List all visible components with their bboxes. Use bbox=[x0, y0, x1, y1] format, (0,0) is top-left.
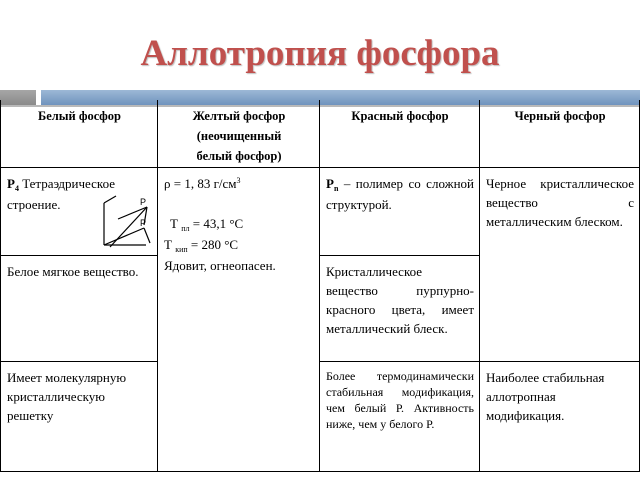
black-stability-text: Наиболее стабильная аллотропная модификация. bbox=[486, 370, 605, 423]
tetrahedron-molecule-diagram bbox=[98, 195, 156, 255]
cell-red-structure bbox=[320, 172, 479, 214]
header-red-phosphorus bbox=[320, 104, 479, 126]
white-structure-text: Тетраэдрическое строение. bbox=[7, 176, 115, 212]
table-border bbox=[0, 255, 157, 256]
cell-red-stability bbox=[320, 366, 479, 432]
cell-yellow-properties bbox=[158, 172, 319, 275]
white-formula: $P_4$ bbox=[7, 176, 19, 193]
molecule-atom-label: P bbox=[140, 218, 147, 228]
header-yellow-line1: Желтый фосфор bbox=[192, 109, 286, 123]
cell-black-stability bbox=[480, 366, 639, 425]
yellow-boiling-point: Т $_{кип}$ = 280 °С bbox=[164, 237, 239, 254]
table-border bbox=[319, 255, 479, 256]
header-black-phosphorus bbox=[480, 104, 639, 126]
header-yellow-line3: белый фосфор) bbox=[196, 149, 282, 163]
table-border bbox=[0, 167, 640, 168]
white-properties-text: Белое мягкое вещество. bbox=[7, 264, 139, 279]
cell-black-appearance bbox=[480, 172, 639, 231]
yellow-danger: Ядовит, огнеопасен. bbox=[164, 258, 276, 273]
cell-red-appearance bbox=[320, 260, 479, 338]
table-border bbox=[319, 361, 640, 362]
white-lattice-text: Имеет молекулярную кристаллическую решетку bbox=[7, 370, 127, 423]
header-white-phosphorus bbox=[1, 104, 157, 126]
decorative-bar-left bbox=[0, 90, 36, 105]
red-appearance-text: Кристаллическое вещество пурпурно-красного цвета, имеет металлический блеск. bbox=[326, 264, 474, 336]
red-structure-text: – полимер со сложной структурой. bbox=[326, 176, 475, 212]
red-stability-text: Более термодинамически стабильная модификация, чем белый Р. Активность ниже, чем у белого Р. bbox=[326, 369, 474, 431]
table-border bbox=[0, 471, 640, 472]
molecule-atom-label: P bbox=[140, 197, 147, 207]
cell-white-properties bbox=[1, 260, 157, 281]
yellow-density: ρ = 1, 83 $г/см^3$ bbox=[164, 176, 241, 191]
header-black-label: Черный фосфор bbox=[514, 109, 606, 123]
slide-title: Аллотропия фосфора bbox=[140, 33, 500, 74]
header-yellow-line2: (неочищенный bbox=[196, 129, 282, 143]
decorative-bar-right bbox=[41, 90, 640, 105]
cell-white-lattice bbox=[1, 366, 157, 425]
yellow-melting-point: Т $_{пл}$ = 43,1 °С bbox=[170, 216, 244, 233]
header-red-label: Красный фосфор bbox=[351, 109, 449, 123]
header-yellow-phosphorus bbox=[158, 104, 319, 166]
table-border bbox=[0, 361, 157, 362]
red-formula: $P_n$ bbox=[326, 176, 339, 193]
header-white-label: Белый фосфор bbox=[37, 109, 122, 123]
black-appearance-text: Черное кристаллическое вещество с металлическим блеском. bbox=[486, 176, 634, 229]
